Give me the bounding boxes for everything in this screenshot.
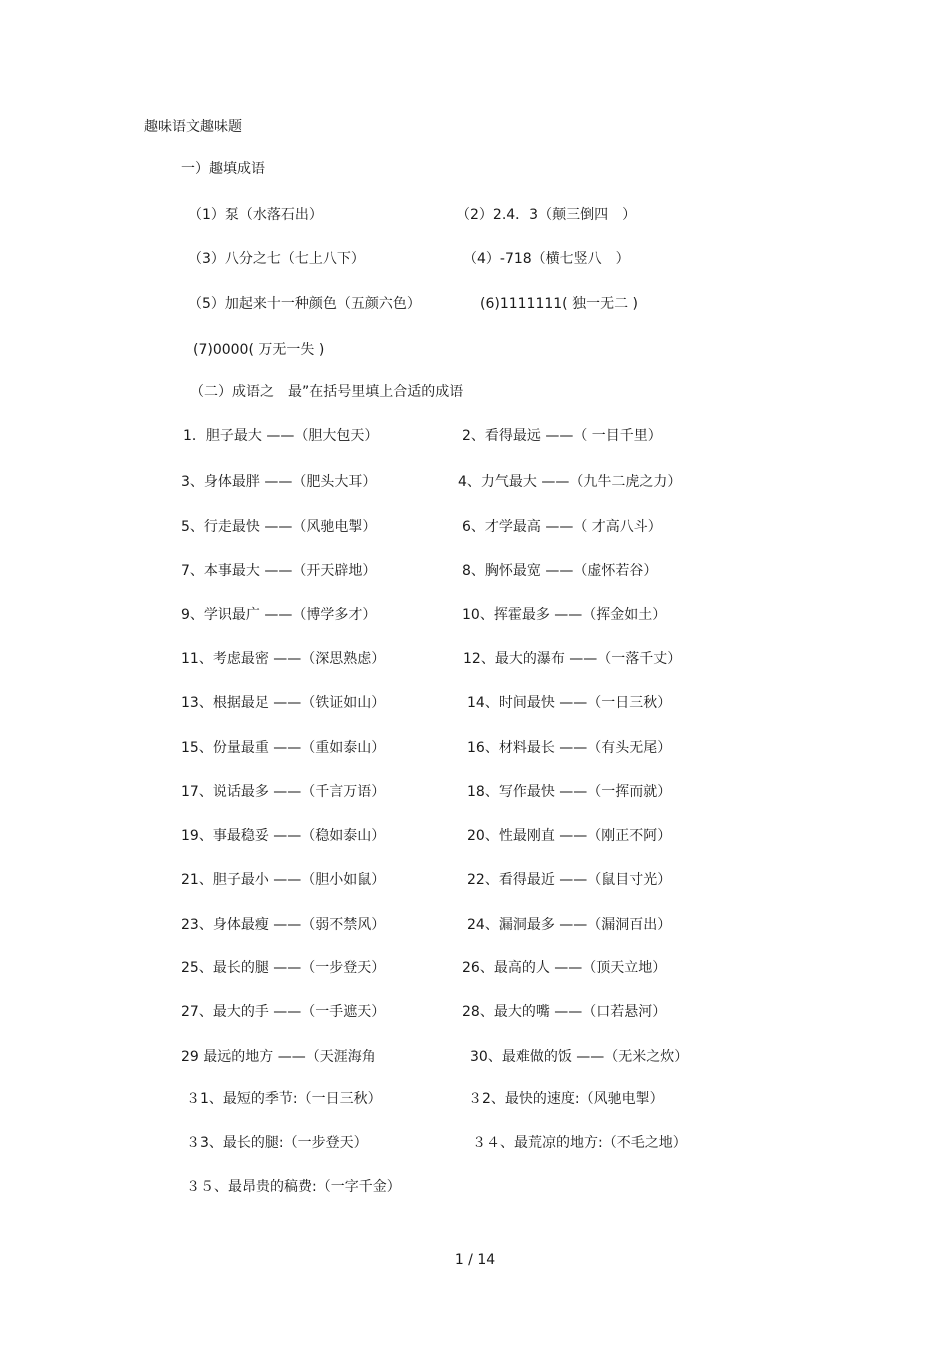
section2-item-35: ３５、最昂贵的稿费:（一字千金） [186,1179,401,1195]
section1-heading: 一）趣填成语 [181,161,265,177]
section2-item-22: 22、看得最近 ——（鼠目寸光） [467,872,672,888]
section2-item-10: 10、挥霍最多 ——（挥金如土） [462,607,667,623]
section2-item-1: 1．胆子最大 ——（胆大包天） [183,428,379,444]
section1-item-4: （4）-718（横七竖八 ） [463,251,630,267]
section1-item-7: (7)0000( 万无一失 ) [193,342,325,358]
section2-item-18: 18、写作最快 ——（一挥而就） [467,784,672,800]
section2-item-14: 14、时间最快 ——（一日三秋） [467,695,672,711]
section2-item-16: 16、材料最长 ——（有头无尾） [467,740,672,756]
page-number: 1 / 14 [454,1252,496,1268]
section2-item-9: 9、学识最广 ——（博学多才） [181,607,377,623]
section1-item-1: （1）泵（水落石出） [188,207,323,223]
section2-item-27: 27、最大的手 ——（一手遮天） [181,1004,386,1020]
document-title: 趣味语文趣味题 [144,119,242,135]
section1-item-6: (6)1111111( 独一无二 ) [480,296,639,312]
section2-item-23: 23、身体最瘦 ——（弱不禁风） [181,917,386,933]
section2-item-6: 6、才学最高 ——（ 才高八斗） [462,519,662,535]
section2-item-15: 15、份量最重 ——（重如泰山） [181,740,386,756]
section2-item-28: 28、最大的嘴 ——（口若悬河） [462,1004,667,1020]
section2-item-29: 29 最远的地方 ——（天涯海角 [181,1049,376,1065]
section2-item-2: 2、看得最远 ——（ 一目千里） [462,428,662,444]
section2-item-11: 11、考虑最密 ——（深思熟虑） [181,651,386,667]
section2-item-30: 30、最难做的饭 ——（无米之炊） [470,1049,689,1065]
section1-item-2: （2）2.4．3（颠三倒四 ） [456,207,637,223]
section1-item-3: （3）八分之七（七上八下） [188,251,365,267]
section2-item-21: 21、胆子最小 ——（胆小如鼠） [181,872,386,888]
section2-item-25: 25、最长的腿 ——（一步登天） [181,960,386,976]
section2-item-13: 13、根据最足 ——（铁证如山） [181,695,386,711]
section2-item-31: ３1、最短的季节:（一日三秋） [186,1091,382,1107]
section2-item-12: 12、最大的瀑布 ——（一落千丈） [463,651,682,667]
section2-item-7: 7、本事最大 ——（开天辟地） [181,563,377,579]
section2-item-34: ３４、最荒凉的地方:（不毛之地） [472,1135,687,1151]
section2-item-4: 4、力气最大 ——（九牛二虎之力） [458,474,682,490]
section2-item-20: 20、性最刚直 ——（刚正不阿） [467,828,672,844]
section2-item-32: ３2、最快的速度:（风驰电掣） [468,1091,664,1107]
section2-item-5: 5、行走最快 ——（风驰电掣） [181,519,377,535]
section2-item-26: 26、最高的人 ——（顶天立地） [462,960,667,976]
section2-item-19: 19、事最稳妥 ——（稳如泰山） [181,828,386,844]
section2-item-8: 8、胸怀最宽 ——（虚怀若谷） [462,563,658,579]
section2-item-33: ３3、最长的腿:（一步登天） [186,1135,368,1151]
section2-heading: （二）成语之 最”在括号里填上合适的成语 [190,384,464,400]
section2-item-17: 17、说话最多 ——（千言万语） [181,784,386,800]
section2-item-3: 3、身体最胖 ——（肥头大耳） [181,474,377,490]
section2-item-24: 24、漏洞最多 ——（漏洞百出） [467,917,672,933]
section1-item-5: （5）加起来十一种颜色（五颜六色） [188,296,421,312]
